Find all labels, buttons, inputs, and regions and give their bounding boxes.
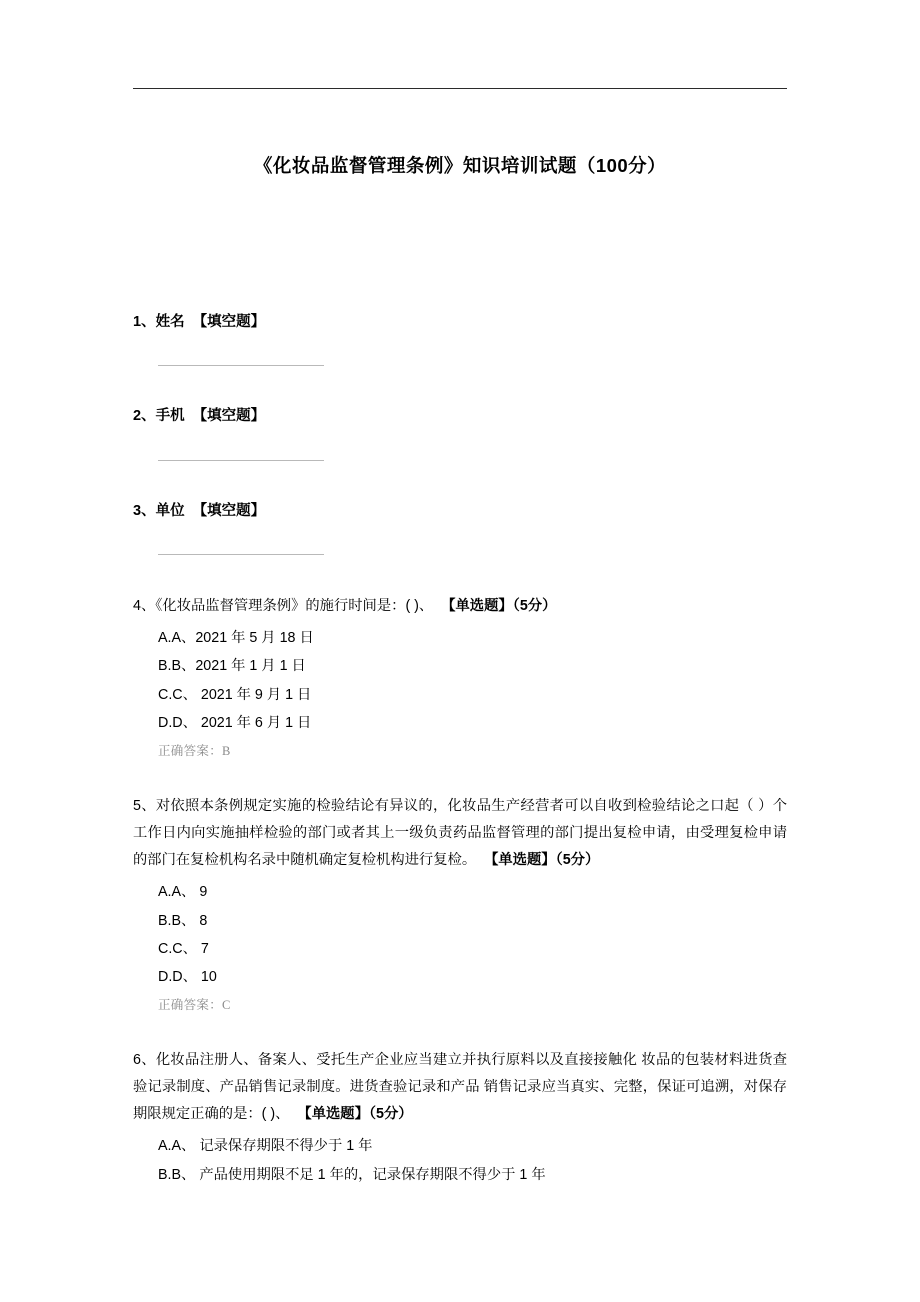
question-2-label: 手机 (155, 408, 185, 425)
question-5-type: 【单选题】（5分） (484, 852, 600, 869)
question-5 (133, 793, 787, 1013)
questions-container (133, 310, 787, 1223)
question-6-text: 化妆品注册人、备案人、受托生产企业应当建立并执行原料以及直接接触化 妆品的包装材料进货查验记录制度、产品销售记录制度。进货查验记录和产品 销售记录应当真实、完整，保证可追溯，对保存期限规定正确的是：( )、 (133, 1052, 787, 1123)
question-3-input[interactable] (158, 538, 324, 555)
option-b[interactable]: B.B、2021 年 1 月 1 日 (158, 658, 306, 675)
question-3-label: 单位 (155, 502, 185, 519)
option-a[interactable]: A.A、 9 (158, 884, 208, 901)
question-1-label: 姓名 (155, 314, 185, 330)
question-4-type: 【单选题】（5分） (441, 598, 557, 615)
header-divider (133, 88, 787, 89)
question-4-number: 4、 (133, 598, 156, 615)
option-c[interactable]: C.C、 2021 年 9 月 1 日 (158, 686, 312, 703)
option-d[interactable]: D.D、 10 (158, 968, 217, 985)
question-5-text: 对依照本条例规定实施的检验结论有异议的，化妆品生产经营者可以自收到检验结论之口起（ ）个工作日内向实施抽样检验的部门或者其上一级负责药品监督管理的部门提出复检申请，由受理复检申请的部门在复检机构名录中随机确定复检机构进行复检。 (133, 797, 787, 869)
option-c[interactable]: C.C、 7 (158, 940, 209, 957)
question-3-text (133, 499, 787, 524)
question-1-input[interactable] (158, 349, 324, 366)
question-4-stem (133, 593, 787, 620)
question-6-number: 6、 (133, 1052, 156, 1068)
question-4-text: 《化妆品监督管理条例》的施行时间是：( )、 (155, 598, 434, 615)
question-5-answer: 正确答案：C (158, 998, 231, 1012)
question-2-number: 2、 (133, 408, 156, 425)
question-1-number: 1、 (133, 314, 156, 330)
question-4-answer: 正确答案：B (158, 743, 231, 758)
question-6-type: 【单选题】（5分） (297, 1106, 413, 1123)
question-2 (133, 404, 787, 460)
question-5-number: 5、 (133, 797, 156, 814)
question-6-options (158, 1132, 787, 1188)
question-2-input[interactable] (158, 444, 324, 461)
question-3-type: 【填空题】 (192, 502, 266, 519)
option-b[interactable]: B.B、 产品使用期限不足 1 年的，记录保存期限不得少于 1 年 (158, 1166, 546, 1183)
question-1-text (133, 310, 787, 335)
question-2-text (133, 404, 787, 429)
question-3 (133, 499, 787, 555)
question-1-type: 【填空题】 (192, 314, 266, 330)
page-title: 《化妆品监督管理条例》知识培训试题（100分） (253, 155, 667, 176)
question-2-type: 【填空题】 (192, 408, 266, 425)
question-3-number: 3、 (133, 502, 156, 519)
option-b[interactable]: B.B、 8 (158, 912, 208, 929)
question-4 (133, 593, 787, 759)
option-a[interactable]: A.A、 记录保存期限不得少于 1 年 (158, 1138, 373, 1155)
question-5-stem (133, 793, 787, 874)
question-5-options (158, 878, 787, 991)
option-d[interactable]: D.D、 2021 年 6 月 1 日 (158, 714, 312, 731)
question-4-options (158, 624, 787, 737)
question-6-stem (133, 1047, 787, 1128)
option-a[interactable]: A.A、2021 年 5 月 18 日 (158, 630, 314, 647)
question-6 (133, 1047, 787, 1189)
question-1 (133, 310, 787, 366)
